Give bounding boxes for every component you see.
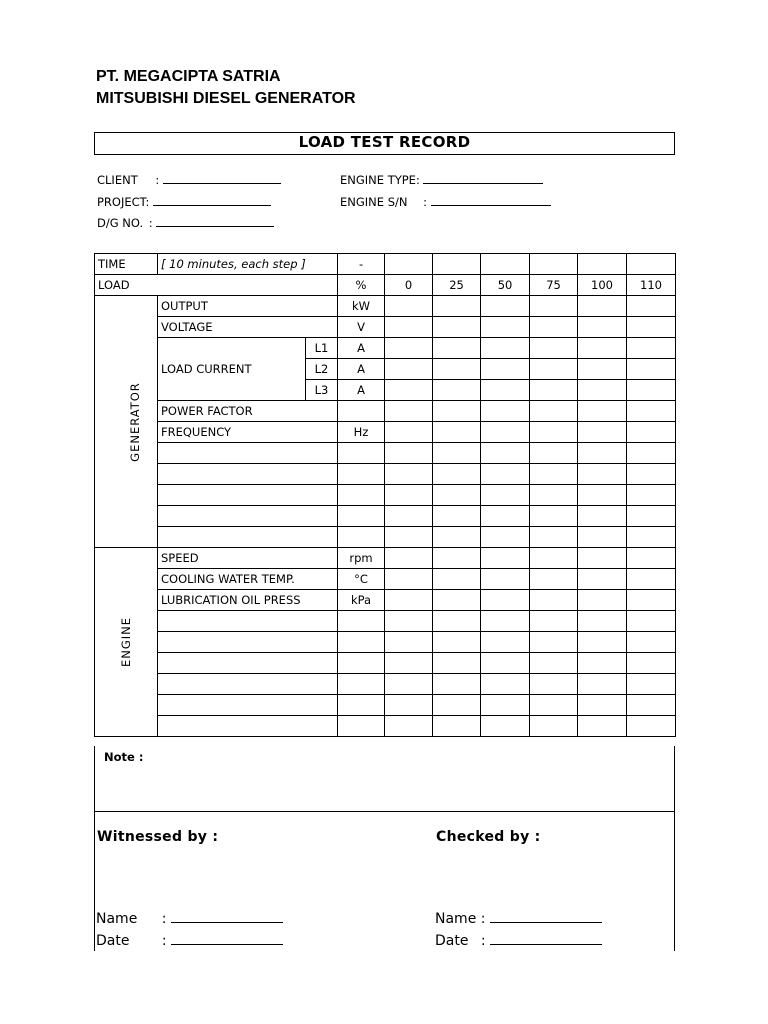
table-row [95, 695, 676, 716]
table-cell[interactable] [385, 485, 433, 506]
table-cell[interactable] [433, 527, 481, 548]
table-cell[interactable] [578, 527, 627, 548]
table-cell[interactable] [530, 569, 578, 590]
table-cell[interactable] [385, 674, 433, 695]
table-cell[interactable] [433, 422, 481, 443]
table-cell[interactable] [158, 485, 338, 506]
table-cell[interactable] [338, 443, 385, 464]
engine-type-blank[interactable] [423, 172, 543, 184]
table-cell[interactable] [530, 506, 578, 527]
table-cell[interactable] [627, 401, 676, 422]
table-cell[interactable] [158, 632, 338, 653]
table-row [95, 632, 676, 653]
table-cell[interactable] [433, 464, 481, 485]
table-cell[interactable] [481, 590, 530, 611]
current-unit: A [338, 359, 385, 380]
table-cell[interactable] [433, 443, 481, 464]
table-cell[interactable] [481, 401, 530, 422]
table-row [95, 296, 676, 317]
time-unit: - [338, 254, 385, 275]
table-cell[interactable] [530, 422, 578, 443]
project-blank[interactable] [153, 194, 271, 206]
table-cell[interactable] [385, 569, 433, 590]
table-cell[interactable] [481, 296, 530, 317]
dg-field: D/G NO. : [97, 215, 274, 230]
table-cell[interactable] [578, 611, 627, 632]
power-factor-unit [338, 401, 385, 422]
table-cell[interactable] [627, 443, 676, 464]
time-row [95, 254, 676, 275]
cooling-water-label: COOLING WATER TEMP. [158, 569, 338, 590]
table-cell[interactable] [530, 611, 578, 632]
table-cell[interactable] [338, 695, 385, 716]
divider [94, 811, 675, 812]
table-cell[interactable] [530, 443, 578, 464]
table-cell[interactable] [530, 359, 578, 380]
table-cell[interactable] [578, 590, 627, 611]
load-label: LOAD [95, 275, 338, 296]
current-unit: A [338, 380, 385, 401]
table-cell[interactable] [530, 653, 578, 674]
table-cell[interactable] [338, 674, 385, 695]
table-row [95, 548, 676, 569]
table-cell[interactable] [627, 317, 676, 338]
table-cell[interactable] [433, 317, 481, 338]
table-cell[interactable] [530, 401, 578, 422]
engine-sn-blank[interactable] [431, 194, 551, 206]
table-cell[interactable] [627, 380, 676, 401]
table-row [95, 401, 676, 422]
table-cell[interactable] [158, 653, 338, 674]
table-cell[interactable] [578, 506, 627, 527]
cooling-water-unit: °C [338, 569, 385, 590]
dg-label: D/G NO. [97, 216, 144, 230]
table-row [95, 464, 676, 485]
table-cell[interactable] [433, 254, 481, 275]
table-cell[interactable] [481, 674, 530, 695]
name-label: Name [96, 911, 138, 927]
load-current-label: LOAD CURRENT [158, 338, 306, 401]
table-cell[interactable] [433, 590, 481, 611]
table-cell[interactable] [338, 653, 385, 674]
table-cell[interactable] [385, 422, 433, 443]
load-step: 50 [481, 275, 530, 296]
table-cell[interactable] [627, 548, 676, 569]
client-blank[interactable] [163, 172, 281, 184]
time-label: TIME [95, 254, 158, 275]
table-cell[interactable] [578, 485, 627, 506]
table-cell[interactable] [385, 716, 433, 737]
checked-by-label: Checked by : [436, 829, 541, 845]
table-cell[interactable] [158, 527, 338, 548]
table-cell[interactable] [481, 485, 530, 506]
table-cell[interactable] [385, 548, 433, 569]
table-cell[interactable] [385, 464, 433, 485]
table-cell[interactable] [481, 527, 530, 548]
table-cell[interactable] [578, 317, 627, 338]
table-cell[interactable] [338, 632, 385, 653]
engine-sn-field: ENGINE S/N : [340, 194, 551, 209]
table-cell[interactable] [338, 611, 385, 632]
engine-type-label: ENGINE TYPE [340, 173, 416, 187]
name-label: Name [435, 911, 477, 927]
table-row [95, 590, 676, 611]
phase-label: L2 [306, 359, 338, 380]
table-cell[interactable] [338, 527, 385, 548]
table-row [95, 338, 676, 359]
speed-label: SPEED [158, 548, 338, 569]
table-cell[interactable] [530, 317, 578, 338]
table-cell[interactable] [578, 674, 627, 695]
generator-section-label: GENERATOR [95, 296, 158, 548]
table-cell[interactable] [578, 359, 627, 380]
table-cell[interactable] [385, 611, 433, 632]
table-cell[interactable] [385, 443, 433, 464]
table-cell[interactable] [627, 485, 676, 506]
table-cell[interactable] [627, 338, 676, 359]
table-cell[interactable] [338, 464, 385, 485]
table-cell[interactable] [433, 296, 481, 317]
date-label: Date [435, 933, 469, 949]
table-cell[interactable] [481, 632, 530, 653]
witness-date-field: Date : [96, 933, 283, 949]
note-label: Note : [104, 750, 144, 764]
voltage-label: VOLTAGE [158, 317, 338, 338]
table-cell[interactable] [158, 464, 338, 485]
table-cell[interactable] [578, 401, 627, 422]
engine-section-label: ENGINE [95, 548, 158, 737]
checker-date-field: Date : [435, 933, 602, 949]
table-cell[interactable] [627, 632, 676, 653]
table-cell[interactable] [433, 674, 481, 695]
table-cell[interactable] [385, 254, 433, 275]
table-cell[interactable] [385, 506, 433, 527]
table-cell[interactable] [338, 716, 385, 737]
table-cell[interactable] [530, 527, 578, 548]
table-cell[interactable] [578, 464, 627, 485]
table-row [95, 569, 676, 590]
table-cell[interactable] [530, 338, 578, 359]
table-row [95, 443, 676, 464]
phase-label: L1 [306, 338, 338, 359]
table-cell[interactable] [385, 695, 433, 716]
table-cell[interactable] [433, 632, 481, 653]
output-label: OUTPUT [158, 296, 338, 317]
table-cell[interactable] [627, 359, 676, 380]
table-cell[interactable] [481, 443, 530, 464]
table-cell[interactable] [433, 716, 481, 737]
table-cell[interactable] [578, 254, 627, 275]
witness-date-blank[interactable] [171, 933, 283, 945]
table-cell[interactable] [578, 296, 627, 317]
table-cell[interactable] [530, 716, 578, 737]
table-cell[interactable] [385, 359, 433, 380]
table-cell[interactable] [578, 695, 627, 716]
table-cell[interactable] [158, 443, 338, 464]
table-cell[interactable] [481, 464, 530, 485]
table-cell[interactable] [481, 506, 530, 527]
witness-name-blank[interactable] [171, 911, 283, 923]
table-cell[interactable] [338, 506, 385, 527]
table-row [95, 422, 676, 443]
table-cell[interactable] [481, 548, 530, 569]
table-cell[interactable] [338, 485, 385, 506]
table-cell[interactable] [385, 380, 433, 401]
output-unit: kW [338, 296, 385, 317]
table-row [95, 506, 676, 527]
table-cell[interactable] [433, 380, 481, 401]
table-cell[interactable] [578, 422, 627, 443]
load-step: 25 [433, 275, 481, 296]
table-cell[interactable] [385, 317, 433, 338]
table-cell[interactable] [578, 548, 627, 569]
checker-name-blank[interactable] [490, 911, 602, 923]
load-step: 110 [627, 275, 676, 296]
checker-date-blank[interactable] [490, 933, 602, 945]
checker-name-field: Name : [435, 911, 602, 927]
table-cell[interactable] [433, 653, 481, 674]
table-cell[interactable] [481, 359, 530, 380]
table-cell[interactable] [481, 569, 530, 590]
table-cell[interactable] [481, 716, 530, 737]
table-row [95, 611, 676, 632]
table-cell[interactable] [481, 254, 530, 275]
table-cell[interactable] [627, 695, 676, 716]
table-cell[interactable] [627, 296, 676, 317]
table-cell[interactable] [530, 695, 578, 716]
table-cell[interactable] [578, 569, 627, 590]
table-cell[interactable] [578, 443, 627, 464]
table-cell[interactable] [158, 716, 338, 737]
witnessed-by-label: Witnessed by : [97, 829, 219, 845]
table-cell[interactable] [627, 506, 676, 527]
frequency-label: FREQUENCY [158, 422, 338, 443]
table-cell[interactable] [627, 653, 676, 674]
table-cell[interactable] [481, 422, 530, 443]
table-cell[interactable] [481, 338, 530, 359]
table-cell[interactable] [433, 338, 481, 359]
table-cell[interactable] [627, 611, 676, 632]
table-cell[interactable] [433, 695, 481, 716]
table-cell[interactable] [481, 380, 530, 401]
phase-label: L3 [306, 380, 338, 401]
frequency-unit: Hz [338, 422, 385, 443]
table-cell[interactable] [627, 254, 676, 275]
table-cell[interactable] [530, 380, 578, 401]
load-unit: % [338, 275, 385, 296]
table-cell[interactable] [530, 485, 578, 506]
table-cell[interactable] [627, 674, 676, 695]
load-row [95, 275, 676, 296]
speed-unit: rpm [338, 548, 385, 569]
table-row [95, 716, 676, 737]
table-cell[interactable] [481, 653, 530, 674]
table-cell[interactable] [530, 464, 578, 485]
company-name: PT. MEGACIPTA SATRIA [96, 68, 281, 85]
table-cell[interactable] [481, 317, 530, 338]
form-title: LOAD TEST RECORD [94, 132, 675, 155]
table-cell[interactable] [158, 695, 338, 716]
table-cell[interactable] [578, 653, 627, 674]
client-label: CLIENT [97, 173, 138, 187]
table-cell[interactable] [530, 590, 578, 611]
load-step: 75 [530, 275, 578, 296]
table-cell[interactable] [481, 611, 530, 632]
table-cell[interactable] [578, 338, 627, 359]
table-cell[interactable] [627, 527, 676, 548]
table-row [95, 527, 676, 548]
table-cell[interactable] [433, 611, 481, 632]
voltage-unit: V [338, 317, 385, 338]
table-cell[interactable] [158, 674, 338, 695]
oil-press-unit: kPa [338, 590, 385, 611]
table-cell[interactable] [385, 338, 433, 359]
table-cell[interactable] [530, 296, 578, 317]
table-cell[interactable] [385, 401, 433, 422]
current-unit: A [338, 338, 385, 359]
table-cell[interactable] [385, 296, 433, 317]
load-step: 0 [385, 275, 433, 296]
oil-press-label: LUBRICATION OIL PRESS [158, 590, 338, 611]
table-cell[interactable] [158, 611, 338, 632]
load-step: 100 [578, 275, 627, 296]
table-cell[interactable] [627, 464, 676, 485]
table-cell[interactable] [530, 254, 578, 275]
table-cell[interactable] [385, 632, 433, 653]
table-cell[interactable] [530, 548, 578, 569]
table-cell[interactable] [627, 590, 676, 611]
table-cell[interactable] [578, 716, 627, 737]
table-cell[interactable] [627, 569, 676, 590]
project-label: PROJECT [97, 195, 146, 209]
table-cell[interactable] [385, 653, 433, 674]
table-cell[interactable] [433, 359, 481, 380]
table-row [95, 653, 676, 674]
dg-blank[interactable] [156, 215, 274, 227]
table-cell[interactable] [433, 569, 481, 590]
table-cell[interactable] [385, 527, 433, 548]
project-field: PROJECT: [97, 194, 271, 209]
power-factor-label: POWER FACTOR [158, 401, 338, 422]
load-test-table [94, 253, 676, 737]
product-name: MITSUBISHI DIESEL GENERATOR [96, 90, 356, 107]
table-cell[interactable] [627, 716, 676, 737]
time-note: [ 10 minutes, each step ] [158, 254, 338, 275]
table-cell[interactable] [578, 632, 627, 653]
witness-name-field: Name : [96, 911, 283, 927]
engine-sn-label: ENGINE S/N [340, 195, 408, 209]
table-cell[interactable] [433, 548, 481, 569]
client-field: CLIENT : [97, 172, 281, 187]
table-cell[interactable] [385, 590, 433, 611]
table-cell[interactable] [433, 401, 481, 422]
table-row [95, 485, 676, 506]
table-cell[interactable] [530, 632, 578, 653]
table-cell[interactable] [481, 695, 530, 716]
table-row [95, 317, 676, 338]
table-cell[interactable] [578, 380, 627, 401]
date-label: Date [96, 933, 130, 949]
table-cell[interactable] [433, 506, 481, 527]
table-cell[interactable] [433, 485, 481, 506]
table-cell[interactable] [158, 506, 338, 527]
table-row [95, 674, 676, 695]
engine-type-field: ENGINE TYPE: [340, 172, 543, 187]
table-cell[interactable] [627, 422, 676, 443]
table-cell[interactable] [530, 674, 578, 695]
